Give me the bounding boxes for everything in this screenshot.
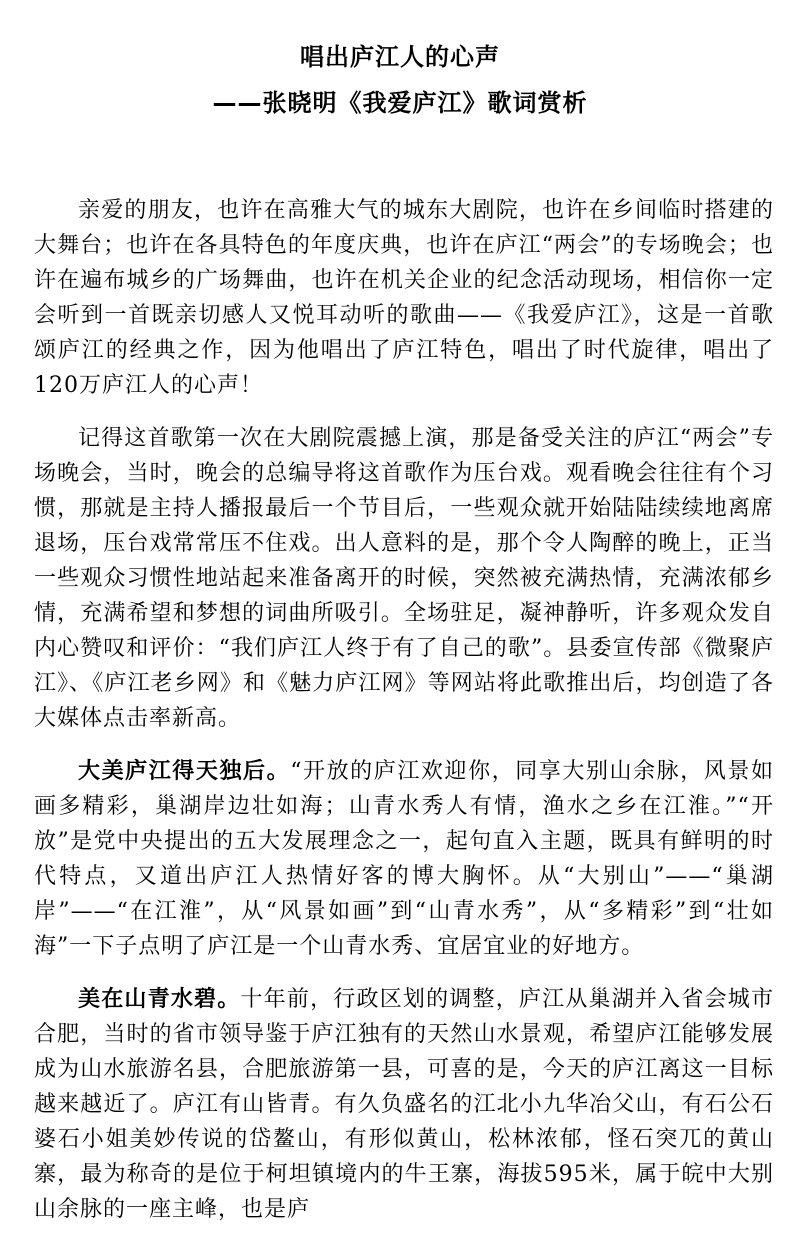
- paragraph-text: 十年前，行政区划的调整，庐江从巢湖并入省会城市合肥，当时的省市领导鉴于庐江独有的天然山水景观，希望庐江能够发展成为山水旅游名县，合肥旅游第一县，可喜的是，今天的庐江离这一目标越来越近了。庐江有山皆青。有久负盛名的江北小九华冶父山，有石公石婆石小姐美妙传说的岱鳌山，有形似黄山，松林浓郁，怪石突兀的黄山寨，最为称奇的是位于柯坦镇境内的牛王寨，海拔595米，属于皖中大别山余脉的一座主峰，也是庐: [34, 987, 774, 1222]
- paragraph-scenery: [34, 754, 774, 964]
- paragraph-lead: 大美庐江得天独后。: [78, 759, 291, 784]
- article-subtitle: ——张晓明《我爱庐江》歌词赏析: [212, 89, 588, 117]
- paragraph-text: 亲爱的朋友，也许在高雅大气的城东大剧院，也许在乡间临时搭建的大舞台；也许在各具特色的年度庆典，也许在庐江“两会”的专场晚会；也许在遍布城乡的广场舞曲，也许在机关企业的纪念活动现场，相信你一定会听到一首既亲切感人又悦耳动听的歌曲——《我爱庐江》，这是一首歌颂庐江的经典之作，因为他唱出了庐江特色，唱出了时代旋律，唱出了120万庐江人的心声！: [34, 198, 774, 398]
- article-title: 唱出庐江人的心声: [300, 43, 500, 71]
- paragraph-text: “开放的庐江欢迎你，同享大别山余脉，风景如画多精彩，巢湖岸边壮如海；山青水秀人有情，渔水之乡在江淮。”“开放”是党中央提出的五大发展理念之一，起句直入主题，既具有鲜明的时代特点，又道出庐江人热情好客的博大胸怀。从“大别山”——“巢湖岸”——“在江淮”，从“风景如画”到“山青水秀”，从“多精彩”到“壮如海”一下子点明了庐江是一个山青水秀、宜居宜业的好地方。: [34, 759, 774, 959]
- paragraph-text: 记得这首歌第一次在大剧院震撼上演，那是备受关注的庐江“两会”专场晚会，当时，晚会的总编导将这首歌作为压台戏。观看晚会往往有个习惯，那就是主持人播报最后一个节目后，一些观众就开始陆陆续续地离席退场，压台戏常常压不住戏。出人意料的是，那个令人陶醉的晚上，正当一些观众习惯性地站起来准备离开的时候，突然被充满热情，充满浓郁乡情，充满希望和梦想的词曲所吸引。全场驻足，凝神静听，许多观众发自内心赞叹和评价：“我们庐江人终于有了自己的歌”。县委宣传部《微聚庐江》、《庐江老乡网》和《魅力庐江网》等网站将此歌推出后，均创造了各大媒体点击率新高。: [34, 426, 774, 731]
- article-body: [34, 193, 774, 1245]
- paragraph-premiere: [34, 421, 774, 736]
- paragraph-mountains: [34, 982, 774, 1227]
- paragraph-intro: [34, 193, 774, 403]
- paragraph-lead: 美在山青水碧。: [78, 987, 241, 1012]
